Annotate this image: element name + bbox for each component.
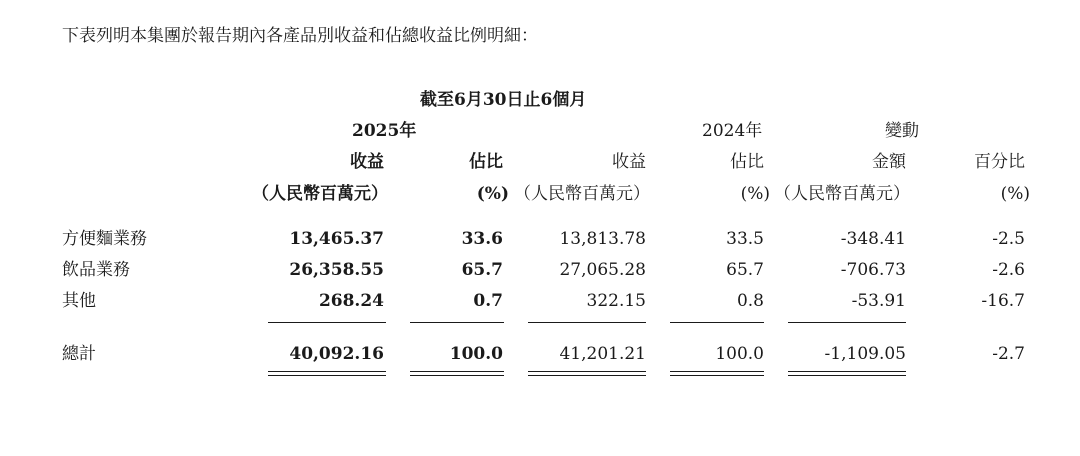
total-label: 總計 (62, 344, 96, 364)
row-label: 飲品業務 (62, 260, 130, 280)
col-amount: 金額 (872, 152, 906, 172)
cell-percent: -16.7 (981, 291, 1025, 311)
row-label: 方便麵業務 (62, 229, 147, 249)
cell-amount: -53.91 (851, 291, 906, 311)
total-double-rule (528, 371, 646, 376)
col-share-2025: 佔比 (469, 152, 503, 172)
cell-share-2024: 0.8 (736, 291, 764, 311)
cell-amount: -706.73 (840, 260, 906, 280)
subtotal-rule (528, 322, 646, 323)
year-2025-header: 2025年 (352, 121, 417, 141)
cell-share-2025: 33.6 (461, 229, 503, 249)
cell-rev-2024: 27,065.28 (559, 260, 646, 280)
col-share-2024: 佔比 (730, 152, 764, 172)
cell-percent: -2.5 (992, 229, 1025, 249)
total-amount: -1,109.05 (824, 344, 906, 364)
subtotal-rule (670, 322, 764, 323)
unit-amount: （人民幣百萬元） (774, 184, 910, 204)
cell-share-2025: 65.7 (461, 260, 503, 280)
cell-rev-2025: 268.24 (318, 291, 384, 311)
cell-percent: -2.6 (992, 260, 1025, 280)
total-double-rule (268, 371, 386, 376)
col-percent: 百分比 (974, 152, 1025, 172)
period-header: 截至6月30日止6個月 (420, 90, 587, 110)
cell-share-2024: 65.7 (726, 260, 764, 280)
total-share-2025: 100.0 (449, 344, 503, 364)
row-label: 其他 (62, 291, 96, 311)
intro-text: 下表列明本集團於報告期內各產品別收益和佔總收益比例明細： (62, 26, 538, 46)
cell-rev-2025: 26,358.55 (289, 260, 384, 280)
subtotal-rule (410, 322, 504, 323)
cell-rev-2025: 13,465.37 (289, 229, 384, 249)
subtotal-rule (268, 322, 386, 323)
cell-rev-2024: 13,813.78 (559, 229, 646, 249)
total-rev-2025: 40,092.16 (289, 344, 384, 364)
cell-amount: -348.41 (840, 229, 906, 249)
total-double-rule (670, 371, 764, 376)
col-revenue-2025: 收益 (350, 152, 384, 172)
change-header: 變動 (885, 121, 919, 141)
total-double-rule (788, 371, 906, 376)
unit-revenue-2024: （人民幣百萬元） (514, 184, 650, 204)
total-percent: -2.7 (992, 344, 1025, 364)
subtotal-rule (788, 322, 906, 323)
cell-share-2025: 0.7 (473, 291, 503, 311)
year-2024-header: 2024年 (702, 121, 763, 141)
col-revenue-2024: 收益 (612, 152, 646, 172)
total-share-2024: 100.0 (715, 344, 764, 364)
total-double-rule (410, 371, 504, 376)
unit-share-2025: (%) (476, 184, 509, 204)
unit-percent: (%) (1000, 184, 1030, 204)
cell-rev-2024: 322.15 (586, 291, 646, 311)
unit-revenue-2025: （人民幣百萬元） (252, 184, 388, 204)
cell-share-2024: 33.5 (726, 229, 764, 249)
unit-share-2024: (%) (740, 184, 770, 204)
total-rev-2024: 41,201.21 (559, 344, 646, 364)
